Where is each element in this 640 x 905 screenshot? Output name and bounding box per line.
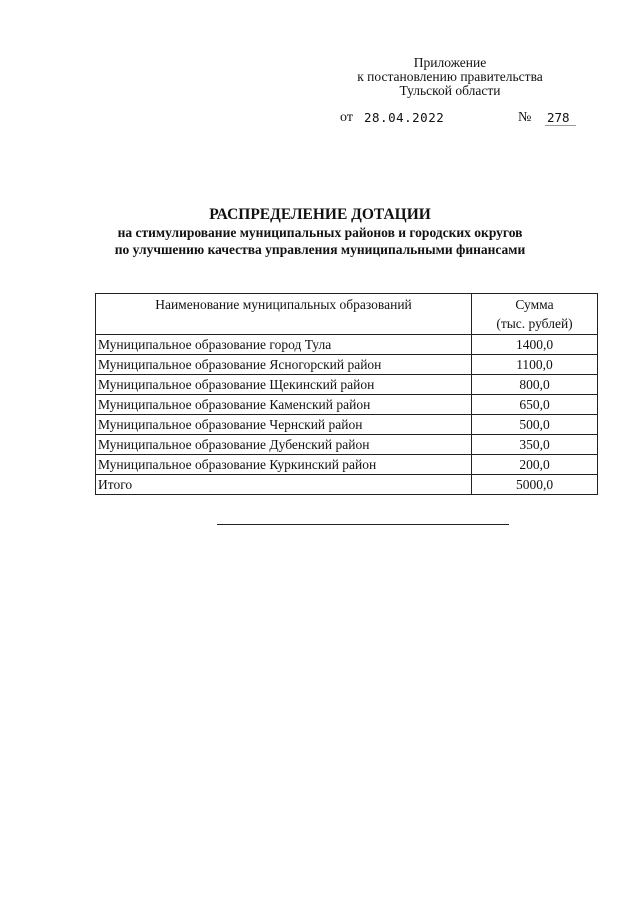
table-row (96, 455, 598, 475)
resolution-date: 28.04.2022 (364, 110, 445, 125)
row-municipality-name: Муниципальное образование город Тула (96, 335, 472, 355)
row-amount: 1100,0 (472, 355, 598, 375)
column-header-sum-line1: Сумма (515, 297, 554, 312)
title-subline-2: по улучшению качества управления муниципальными финансами (114, 242, 526, 257)
row-municipality-name: Муниципальное образование Куркинский район (96, 455, 472, 475)
closing-divider (217, 524, 509, 525)
appendix-region-line: Тульской области (399, 83, 501, 98)
subsidy-distribution-table (95, 293, 598, 495)
column-header-sum-line2: (тыс. рублей) (496, 316, 573, 331)
total-label: Итого (96, 475, 472, 495)
row-amount: 650,0 (472, 395, 598, 415)
appendix-header (330, 56, 570, 98)
column-header-sum (472, 294, 598, 335)
number-label: № (518, 110, 532, 125)
appendix-resolution-line: к постановлению правительства (357, 69, 543, 84)
row-municipality-name: Муниципальное образование Щекинский район (96, 375, 472, 395)
resolution-number: 278 (545, 110, 576, 126)
table-row (96, 395, 598, 415)
title-main: РАСПРЕДЕЛЕНИЕ ДОТАЦИИ (209, 206, 431, 223)
table-row (96, 435, 598, 455)
row-amount: 800,0 (472, 375, 598, 395)
table-row (96, 335, 598, 355)
table-row (96, 415, 598, 435)
date-label: от (340, 110, 353, 125)
row-amount: 200,0 (472, 455, 598, 475)
table-row (96, 375, 598, 395)
row-amount: 1400,0 (472, 335, 598, 355)
row-amount: 500,0 (472, 415, 598, 435)
title-subline-1: на стимулирование муниципальных районов и городских округов (117, 225, 523, 240)
resolution-date-row (340, 110, 590, 130)
table-total-row (96, 475, 598, 495)
table-header-row (96, 294, 598, 335)
row-municipality-name: Муниципальное образование Дубенский район (96, 435, 472, 455)
row-amount: 350,0 (472, 435, 598, 455)
column-header-name: Наименование муниципальных образований (96, 294, 472, 335)
total-amount: 5000,0 (472, 475, 598, 495)
row-municipality-name: Муниципальное образование Чернский район (96, 415, 472, 435)
appendix-label: Приложение (413, 55, 487, 70)
row-municipality-name: Муниципальное образование Ясногорский район (96, 355, 472, 375)
row-municipality-name: Муниципальное образование Каменский район (96, 395, 472, 415)
document-title (0, 206, 640, 258)
table-row (96, 355, 598, 375)
